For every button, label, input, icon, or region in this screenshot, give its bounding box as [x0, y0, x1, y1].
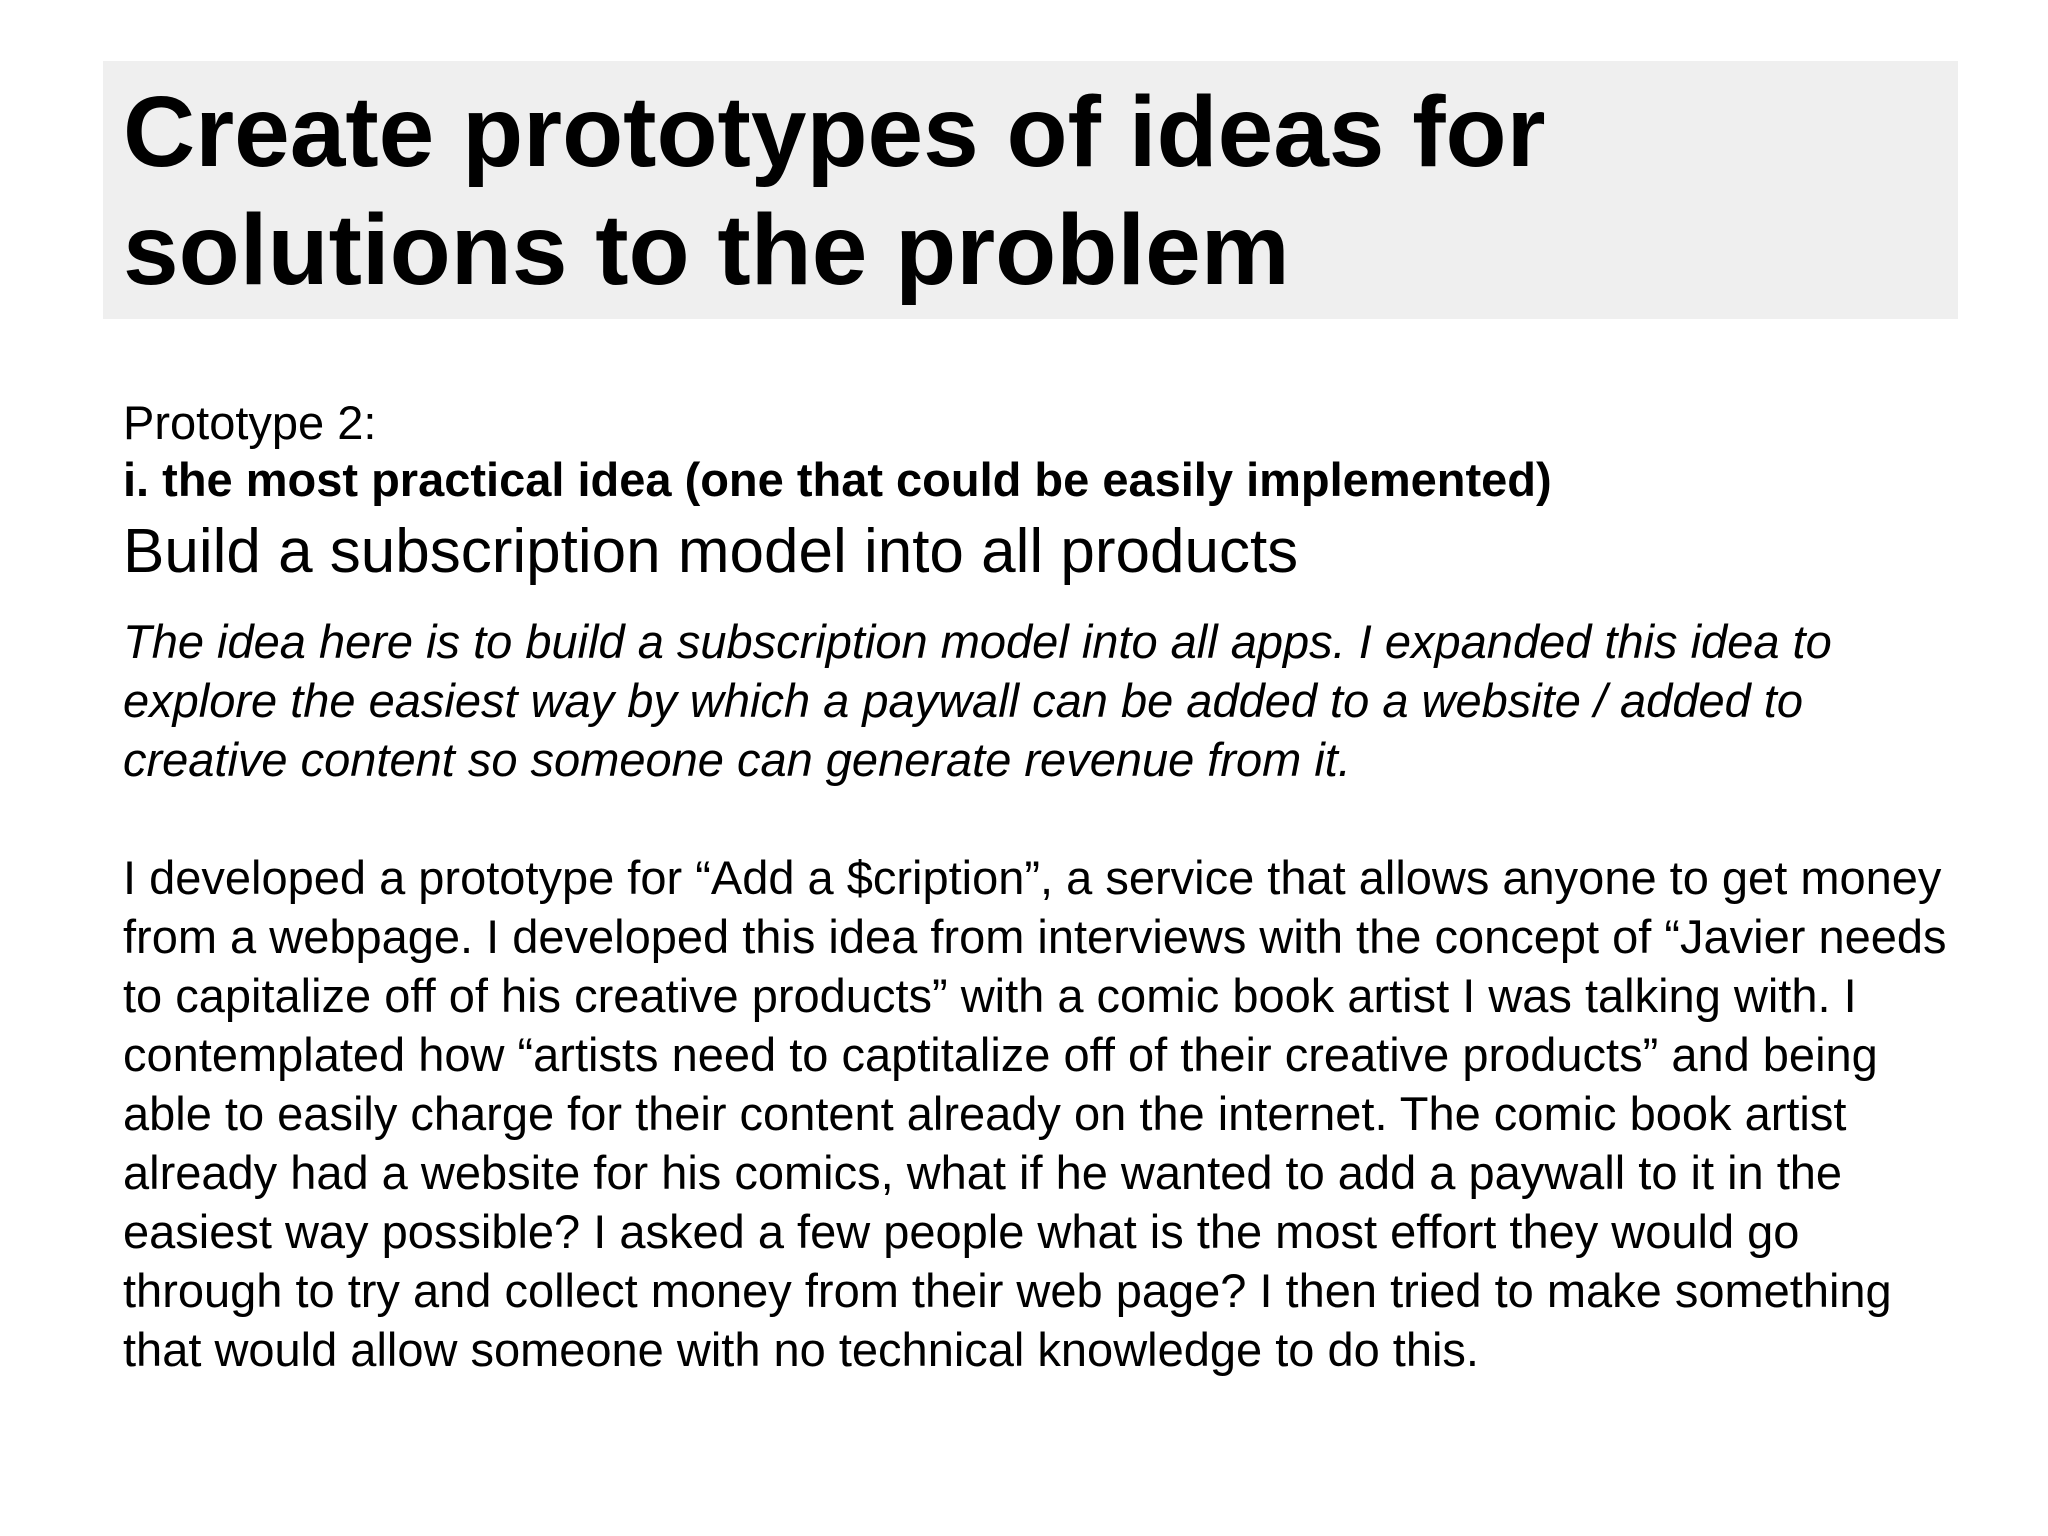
- title-banner: [103, 61, 1958, 319]
- idea-body: I developed a prototype for “Add a $cription”, a service that allows anyone to get money from a webpage. I developed this idea from interviews with the concept of “Javier needs to capitalize off of his creative products” with a comic book artist I was talking with. I contemplated how “artists need to captitalize off of their creative products” and being able to easily charge for their content already on the internet. The comic book artist already had a website for his comics, what if he wanted to add a paywall to it in the easiest way possible? I asked a few people what is the most effort they would go through to try and collect money from their web page? I then tried to make something that would allow someone with no technical knowledge to do this.: [123, 851, 1947, 1376]
- slide-title: Create prototypes of ideas for solutions to the problem: [123, 76, 1546, 306]
- idea-headline: Build a subscription model into all products: [123, 517, 1299, 586]
- idea-summary: The idea here is to build a subscription model into all apps. I expanded this idea to explore the easiest way by which a paywall can be added to a website / added to creative content so someone can generate revenue from it.: [123, 615, 1832, 786]
- prototype-label: Prototype 2:: [123, 396, 377, 449]
- slide-content: [123, 392, 1953, 1379]
- criterion-text: i. the most practical idea (one that could be easily implemented): [123, 453, 1552, 506]
